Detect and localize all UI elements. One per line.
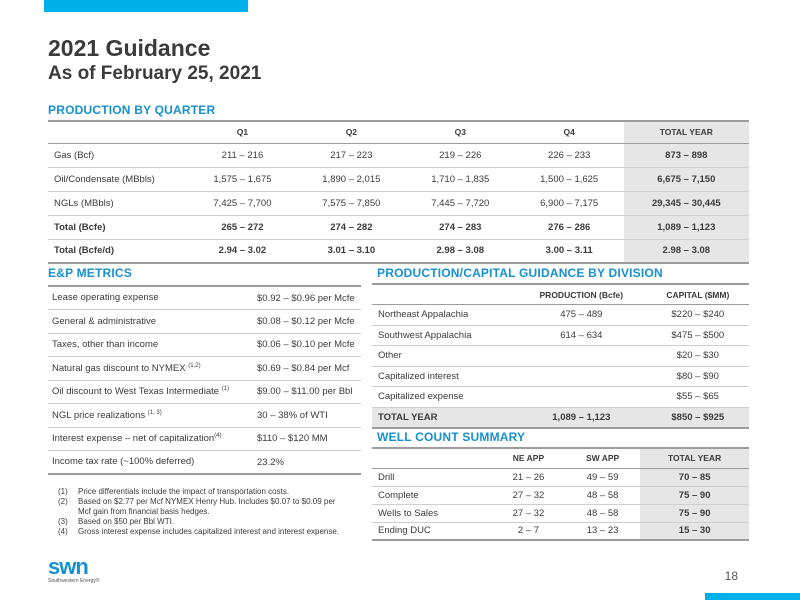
row-label: Southwest Appalachia: [378, 329, 472, 341]
table-row: [372, 387, 749, 408]
cell-q1: 1,575 – 1,675: [213, 173, 272, 185]
cell-capital: $220 – $240: [671, 309, 725, 321]
column-header-q2: Q2: [345, 127, 358, 138]
metric-value: $0.06 – $0.10 per Mcfe: [257, 339, 355, 351]
cell-capital: $20 – $30: [676, 350, 719, 362]
well-count-section-title: WELL COUNT SUMMARY: [377, 430, 526, 444]
row-label: TOTAL YEAR: [378, 411, 438, 423]
metric-label: [48, 357, 253, 381]
cell-total: 873 – 898: [624, 143, 749, 167]
cell-ne: 2 – 7: [517, 525, 540, 537]
cell-q4: 276 – 286: [548, 221, 591, 233]
footnote-ref: (1,2): [188, 362, 201, 369]
footnote-ref: (1, 3): [147, 409, 162, 416]
cell-capital: $55 – $65: [676, 391, 719, 403]
metric-label-text: Income tax rate (~100% deferred): [52, 456, 195, 468]
cell-total: 70 – 85: [640, 468, 749, 486]
cell-q3: 7,445 – 7,720: [431, 197, 490, 209]
table-row: [372, 486, 749, 504]
ep-metrics-section-title: E&P METRICS: [48, 266, 132, 280]
table-row: [48, 380, 361, 404]
column-header: [48, 121, 188, 143]
logo-wordmark: swn: [48, 554, 88, 579]
production-section-title: PRODUCTION BY QUARTER: [48, 103, 216, 117]
cell-total: 15 – 30: [640, 522, 749, 540]
footnote-ref: (4): [214, 433, 222, 440]
metric-value: $0.92 – $0.96 per Mcfe: [257, 292, 355, 304]
row-label: NGLs (MBbls): [54, 197, 114, 209]
row-label: Capitalized interest: [378, 370, 459, 382]
cell-total: 6,675 – 7,150: [624, 167, 749, 191]
cell-capital: $475 – $500: [671, 329, 725, 341]
metric-label: [48, 380, 253, 404]
cell-sw: 13 – 23: [586, 525, 619, 537]
table-row: [48, 427, 361, 451]
metric-label-text: Taxes, other than income: [52, 339, 159, 351]
page-number: 18: [724, 569, 738, 583]
column-header-q3: Q3: [454, 127, 466, 138]
metric-value: 23.2%: [257, 456, 284, 468]
table-row: [372, 468, 749, 486]
metric-label-text: Natural gas discount to NYMEX: [52, 362, 186, 374]
metric-label: [48, 286, 253, 310]
footnotes: [58, 487, 348, 537]
footnote: [58, 527, 348, 537]
cell-q1: 2.94 – 3.02: [218, 245, 267, 257]
row-label: Northeast Appalachia: [378, 309, 469, 321]
page-subtitle: As of February 25, 2021: [48, 63, 262, 84]
row-label: Capitalized expense: [378, 391, 464, 403]
metric-label: [48, 404, 253, 428]
cell-q2: 3.01 – 3.10: [327, 245, 376, 257]
row-label: Drill: [378, 471, 395, 483]
footnote-number: (4): [58, 527, 68, 536]
total-row: [372, 407, 749, 428]
top-accent-bar: [44, 0, 248, 12]
metric-value: $110 – $120 MM: [257, 433, 328, 445]
table-row: [372, 346, 749, 367]
table-row: [372, 504, 749, 522]
column-header-capital: CAPITAL ($MM): [666, 289, 730, 300]
cell-sw: 48 – 58: [586, 489, 619, 501]
bottom-accent-bar: [705, 593, 800, 600]
footnote-text: Based on $50 per Bbl WTI.: [78, 517, 175, 526]
row-label: Wells to Sales: [378, 507, 439, 519]
footnote-text: Gross interest expense includes capitalized interest and interest expense.: [78, 527, 340, 536]
table-row: [372, 522, 749, 540]
cell-production: [516, 346, 647, 367]
cell-q4: 226 – 233: [548, 149, 591, 161]
cell-q3: 219 – 226: [439, 149, 482, 161]
table-row: [48, 451, 361, 475]
table-row: [48, 357, 361, 381]
logo-tagline: Southwestern Energy®: [48, 578, 100, 584]
row-label: Oil/Condensate (MBbls): [54, 173, 155, 185]
cell-sw: 48 – 58: [586, 507, 619, 519]
metric-value: $9.00 – $11.00 per Bbl: [257, 386, 353, 398]
footnote-ref: (1): [221, 386, 230, 393]
cell-q2: 7,575 – 7,850: [322, 197, 381, 209]
table-header-row: [372, 284, 749, 305]
table-row: [48, 167, 749, 191]
cell-total: 2.98 – 3.08: [624, 239, 749, 263]
row-label: Gas (Bcf): [54, 149, 95, 161]
metric-label-text: Interest expense – net of capitalization: [52, 433, 215, 445]
cell-sw: 49 – 59: [586, 471, 619, 483]
table-header-row: [372, 448, 749, 468]
cell-q3: 2.98 – 3.08: [436, 245, 485, 257]
ep-metrics-table: [48, 285, 361, 475]
cell-ne: 27 – 32: [512, 489, 545, 501]
cell-total: 75 – 90: [640, 486, 749, 504]
cell-production: 614 – 634: [560, 329, 603, 341]
cell-q4: 6,900 – 7,175: [540, 197, 599, 209]
cell-q2: 1,890 – 2,015: [322, 173, 381, 185]
table-row: [48, 310, 361, 334]
row-label: Complete: [378, 489, 419, 501]
cell-q1: 7,425 – 7,700: [213, 197, 272, 209]
row-label: Total (Bcfe/d): [54, 245, 114, 257]
column-header-q4: Q4: [563, 127, 575, 138]
cell-total: 75 – 90: [640, 504, 749, 522]
cell-total: 1,089 – 1,123: [624, 215, 749, 239]
cell-production: 475 – 489: [560, 309, 603, 321]
well-count-table: [372, 447, 749, 541]
table-row: [48, 215, 749, 239]
row-label: Total (Bcfe): [54, 221, 106, 233]
footnote-number: (3): [58, 517, 68, 526]
metric-label: [48, 451, 253, 475]
cell-total: 29,345 – 30,445: [624, 191, 749, 215]
table-row: [48, 191, 749, 215]
column-header-ne-app: NE APP: [512, 453, 545, 464]
cell-q3: 1,710 – 1,835: [431, 173, 490, 185]
cell-capital: $850 – $925: [671, 411, 725, 423]
metric-value: $0.69 – $0.84 per Mcf: [257, 362, 350, 374]
metric-label: [48, 427, 253, 451]
column-header: [372, 448, 492, 468]
table-row: [48, 404, 361, 428]
footnote-text: Price differentials include the impact of transportation costs.: [78, 487, 290, 496]
column-header: [372, 284, 516, 305]
cell-q4: 1,500 – 1,625: [540, 173, 599, 185]
footnote: [58, 517, 348, 527]
table-row: [48, 333, 361, 357]
cell-q1: 211 – 216: [221, 149, 264, 161]
table-header-row: [48, 121, 749, 143]
division-guidance-table: [372, 283, 749, 429]
table-row: [372, 325, 749, 346]
column-header-q1: Q1: [236, 127, 249, 138]
column-header-production: PRODUCTION (Bcfe): [539, 289, 624, 300]
division-section-title: PRODUCTION/CAPITAL GUIDANCE BY DIVISION: [377, 266, 663, 280]
company-logo: [48, 556, 100, 584]
cell-production: [516, 366, 647, 387]
column-header-sw-app: SW APP: [585, 453, 620, 464]
footnote-text: Based on $2.77 per Mcf NYMEX Henry Hub. Includes $0.07 to $0.09 per Mcf gain from financial basis hedges.: [78, 497, 336, 516]
cell-capital: $80 – $90: [676, 370, 719, 382]
cell-production: 1,089 – 1,123: [552, 411, 611, 423]
table-row: [372, 305, 749, 326]
cell-production: [516, 387, 647, 408]
metric-label-text: General & administrative: [52, 315, 157, 327]
page-title: 2021 Guidance: [48, 35, 211, 61]
production-by-quarter-table: [48, 120, 749, 264]
table-row: [48, 239, 749, 263]
column-header-total-year: TOTAL YEAR: [640, 448, 749, 468]
cell-q4: 3.00 – 3.11: [545, 245, 593, 257]
cell-q3: 274 – 283: [439, 221, 482, 233]
row-label: Ending DUC: [378, 525, 431, 537]
metric-label-text: NGL price realizations: [52, 409, 146, 421]
metric-value: $0.08 – $0.12 per Mcfe: [257, 315, 355, 327]
footnote-number: (2): [58, 497, 68, 506]
metric-label-text: Lease operating expense: [52, 292, 159, 304]
metric-label: [48, 310, 253, 334]
table-row: [48, 286, 361, 310]
cell-q2: 274 – 282: [330, 221, 373, 233]
footnote: [58, 487, 348, 497]
cell-q1: 265 – 272: [221, 221, 264, 233]
row-label: Other: [378, 350, 402, 362]
metric-label: [48, 333, 253, 357]
table-row: [48, 143, 749, 167]
metric-value: 30 – 38% of WTI: [257, 409, 328, 421]
column-header-total-year: TOTAL YEAR: [624, 121, 749, 143]
cell-ne: 27 – 32: [512, 507, 545, 519]
table-row: [372, 366, 749, 387]
metric-label-text: Oil discount to West Texas Intermediate: [52, 386, 220, 398]
cell-ne: 21 – 26: [512, 471, 545, 483]
footnote-number: (1): [58, 487, 68, 496]
footnote: [58, 497, 348, 517]
cell-q2: 217 – 223: [330, 149, 373, 161]
